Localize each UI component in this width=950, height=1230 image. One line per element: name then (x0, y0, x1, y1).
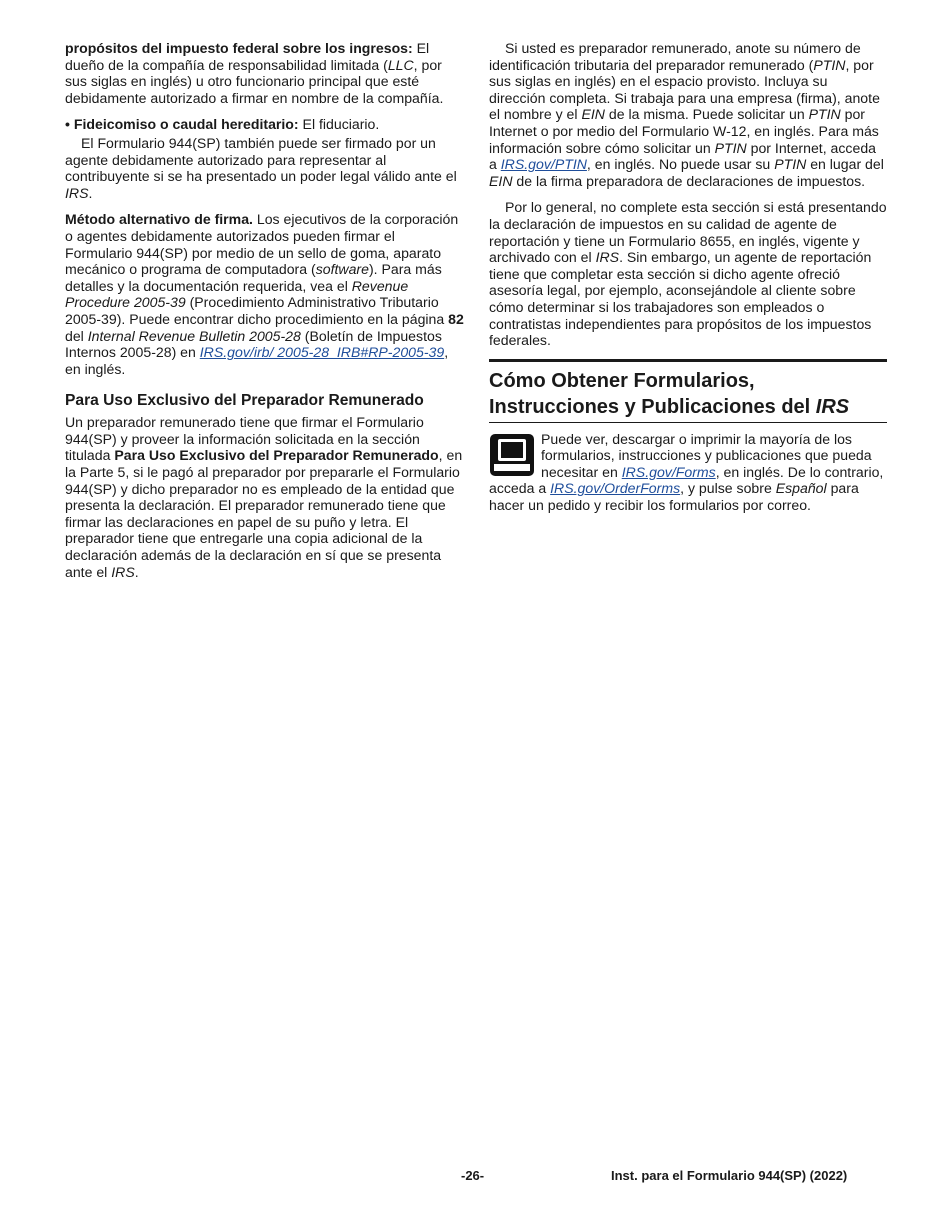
trust-bullet: • Fideicomiso o caudal hereditario: El fiduciario. (65, 116, 380, 133)
ptin-link[interactable]: IRS.gov/PTIN (500, 156, 587, 173)
form-reference: Inst. para el Formulario 944(SP) (2022) (611, 1168, 848, 1183)
computer-icon (489, 433, 535, 477)
ptin-paragraph: Si usted es preparador remunerado, anote su número de identificación tributaria del preparador remunerado (PTIN, por sus siglas en inglés) en el espacio provisto. Incluya su dirección completa. Si trabaja para una empresa (firma), anote el nombre y el EIN de la misma. Puede solicitar un PTIN por Internet o por medio del Formulario W-12, en inglés. Para más información sobre cómo solicitar un PTIN por Internet, acceda a IRS.gov/PTIN, en inglés. No puede usar su PTIN en lugar del EIN de la firma preparadora de declaraciones de impuestos. (489, 40, 884, 189)
forms-paragraph-block (489, 431, 887, 514)
page-number: -26- (461, 1168, 485, 1183)
forms-paragraph: Puede ver, descargar o imprimir la mayoría de los formularios, instrucciones y publicaciones que pueda necesitar en IRS.gov/Forms, en inglés. De lo contrario, acceda a IRS.gov/OrderForms, y pulse sobre Español para hacer un pedido y recibir los formularios por correo. (489, 430, 884, 514)
preparer-paragraph: Un preparador remunerado tiene que firmar el Formulario 944(SP) y proveer la información solicitada en la sección titulada Para Uso Exclusivo del Preparador Remunerado, en la Parte 5, si le pagó al preparador por prepararle el Formulario 944(SP) y dicho preparador no es empleado de la entidad que presenta la declaración. El preparador remunerado tiene que firmar las declaraciones en papel de su puño y letra. El preparador tiene que entregarle una copia adicional de la declaración además de la declaración en sí que se presenta ante el IRS. (65, 414, 463, 580)
right-column (489, 40, 887, 524)
forms-heading-block (489, 359, 887, 423)
forms-heading: Cómo Obtener Formularios, Instrucciones y Publicaciones del IRS (489, 369, 850, 418)
agent-paragraph: El Formulario 944(SP) también puede ser firmado por un agente debidamente autorizado para representar al contribuyente si se ha presentado un poder legal válido ante el IRS. (65, 134, 457, 201)
left-column (65, 40, 465, 590)
irb-link[interactable]: IRS.gov/irb/ 2005-28_IRB#RP-2005-39 (199, 344, 445, 361)
llc-paragraph: propósitos del impuesto federal sobre los ingresos: El dueño de la compañía de responsabilidad limitada (LLC, por sus siglas en inglés) u otro funcionario principal que esté debidamente autorizado a firmar en nombre de la compañía. (65, 40, 444, 106)
reporting-agent-paragraph: Por lo general, no complete esta sección si está presentando la declaración de impuestos en su calidad de agente de reportación y tiene un Formulario 8655, en inglés, vigente y archivado con el IRS. Sin embargo, un agente de reportación tiene que completar esta sección si dicho agente ofreció asesoría legal, por ejemplo, aconsejándole al cliente sobre cómo determinar si los trabajadores son empleados o contratistas independientes para propósitos de los impuestos federales. (489, 199, 887, 349)
alt-signature-paragraph: Método alternativo de firma. Los ejecutivos de la corporación o agentes debidamente autorizados pueden firmar el Formulario 944(SP) por medio de un sello de goma, aparato mecánico o programa de computadora (software). Para más detalles y la documentación requerida, vea el Revenue Procedure 2005-39 (Procedimiento Administrativo Tributario 2005-39). Puede encontrar dicho procedimiento en la página 82 del Internal Revenue Bulletin 2005-28 (Boletín de Impuestos Internos 2005-28) en IRS.gov/irb/ 2005-28_IRB#RP-2005-39, en inglés. (65, 211, 464, 377)
preparer-heading: Para Uso Exclusivo del Preparador Remunerado (65, 392, 424, 410)
order-forms-link[interactable]: IRS.gov/OrderForms (550, 480, 681, 497)
forms-link[interactable]: IRS.gov/Forms (621, 463, 716, 480)
